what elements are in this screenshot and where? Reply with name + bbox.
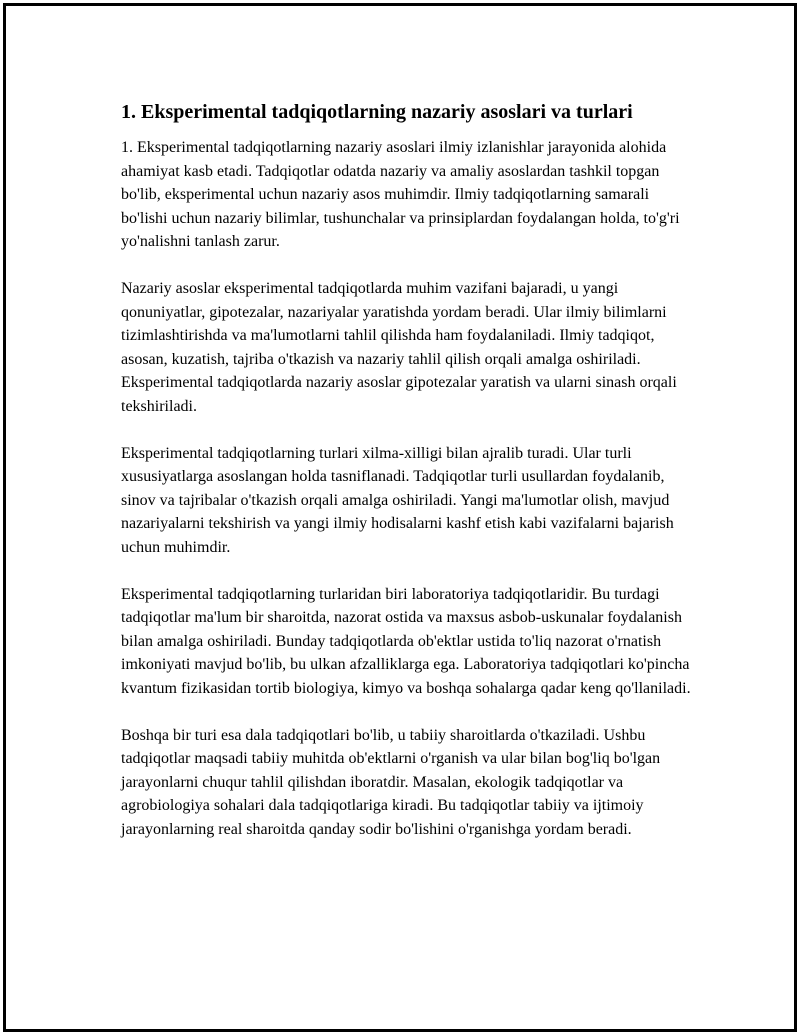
document-title: 1. Eksperimental tadqiqotlarning nazariy asoslari va turlari xyxy=(121,101,633,123)
paragraph-2: Nazariy asoslar eksperimental tadqiqotlarda muhim vazifani bajaradi, u yangi qonuniyatlar, gipotezalar, nazariyalar yaratishda yordam beradi. Ular ilmiy bilimlarni tizimlashtirishda va ma'lumotlarni tahlil qilishda ham foydalaniladi. Ilmiy tadqiqot, asosan, kuzatish, tajriba o'tkazish va nazariy tahlil qilish orqali amalga oshiriladi. Eksperimental tadqiqotlarda nazariy asoslar gipotezalar yaratish va ularni sinash orqali tekshiriladi. xyxy=(121,280,677,415)
paragraph-5: Boshqa bir turi esa dala tadqiqotlari bo'lib, u tabiiy sharoitlarda o'tkaziladi. Ushbu tadqiqotlar maqsadi tabiiy muhitda ob'ektlarni o'rganish va ular bilan bog'liq bo'lgan jarayonlarni chuqur tahlil qilishdan iboratdir. Masalan, ekologik tadqiqotlar va agrobiologiya sohalari dala tadqiqotlariga kiradi. Bu tadqiqotlar tabiiy va ijtimoiy jarayonlarning real sharoitda qanday sodir bo'lishini o'rganishga yordam beradi. xyxy=(121,726,661,838)
paragraph-1: 1. Eksperimental tadqiqotlarning nazariy asoslari ilmiy izlanishlar jarayonida alohida ahamiyat kasb etadi. Tadqiqotlar odatda nazariy va amaliy asoslardan tashkil topgan bo'lib, eksperimental uchun nazariy asos muhimdir. Ilmiy tadqiqotlarning samarali bo'lishi uchun nazariy bilimlar, tushunchalar va prinsiplardan foydalangan holda, to'g'ri yo'nalishni tanlash zarur. xyxy=(121,139,680,250)
paragraph-4: Eksperimental tadqiqotlarning turlaridan biri laboratoriya tadqiqotlaridir. Bu turdagi tadqiqotlar ma'lum bir sharoitda, nazorat ostida va maxsus asbob-uskunalar foydalanish bilan amalga oshiriladi. Bunday tadqiqotlarda ob'ektlar ustida to'liq nazorat o'rnatish imkoniyati mavjud bo'lib, bu ulkan afzalliklarga ega. Laboratoriya tadqiqotlari ko'pincha kvantum fizikasidan tortib biologiya, kimyo va boshqa sohalarga qadar keng qo'llaniladi. xyxy=(121,585,691,697)
document-body xyxy=(121,99,696,865)
page-frame xyxy=(3,3,797,1032)
paragraph-3: Eksperimental tadqiqotlarning turlari xilma-xilligi bilan ajralib turadi. Ular turli xususiyatlarga asoslangan holda tasniflanadi. Tadqiqotlar turli usullardan foydalanib, sinov va tajribalar o'tkazish orqali amalga oshiriladi. Yangi ma'lumotlar olish, mavjud nazariyalarni tekshirish va yangi ilmiy hodisalarni kashf etish kabi vazifalarni bajarish uchun muhimdir. xyxy=(121,444,674,556)
